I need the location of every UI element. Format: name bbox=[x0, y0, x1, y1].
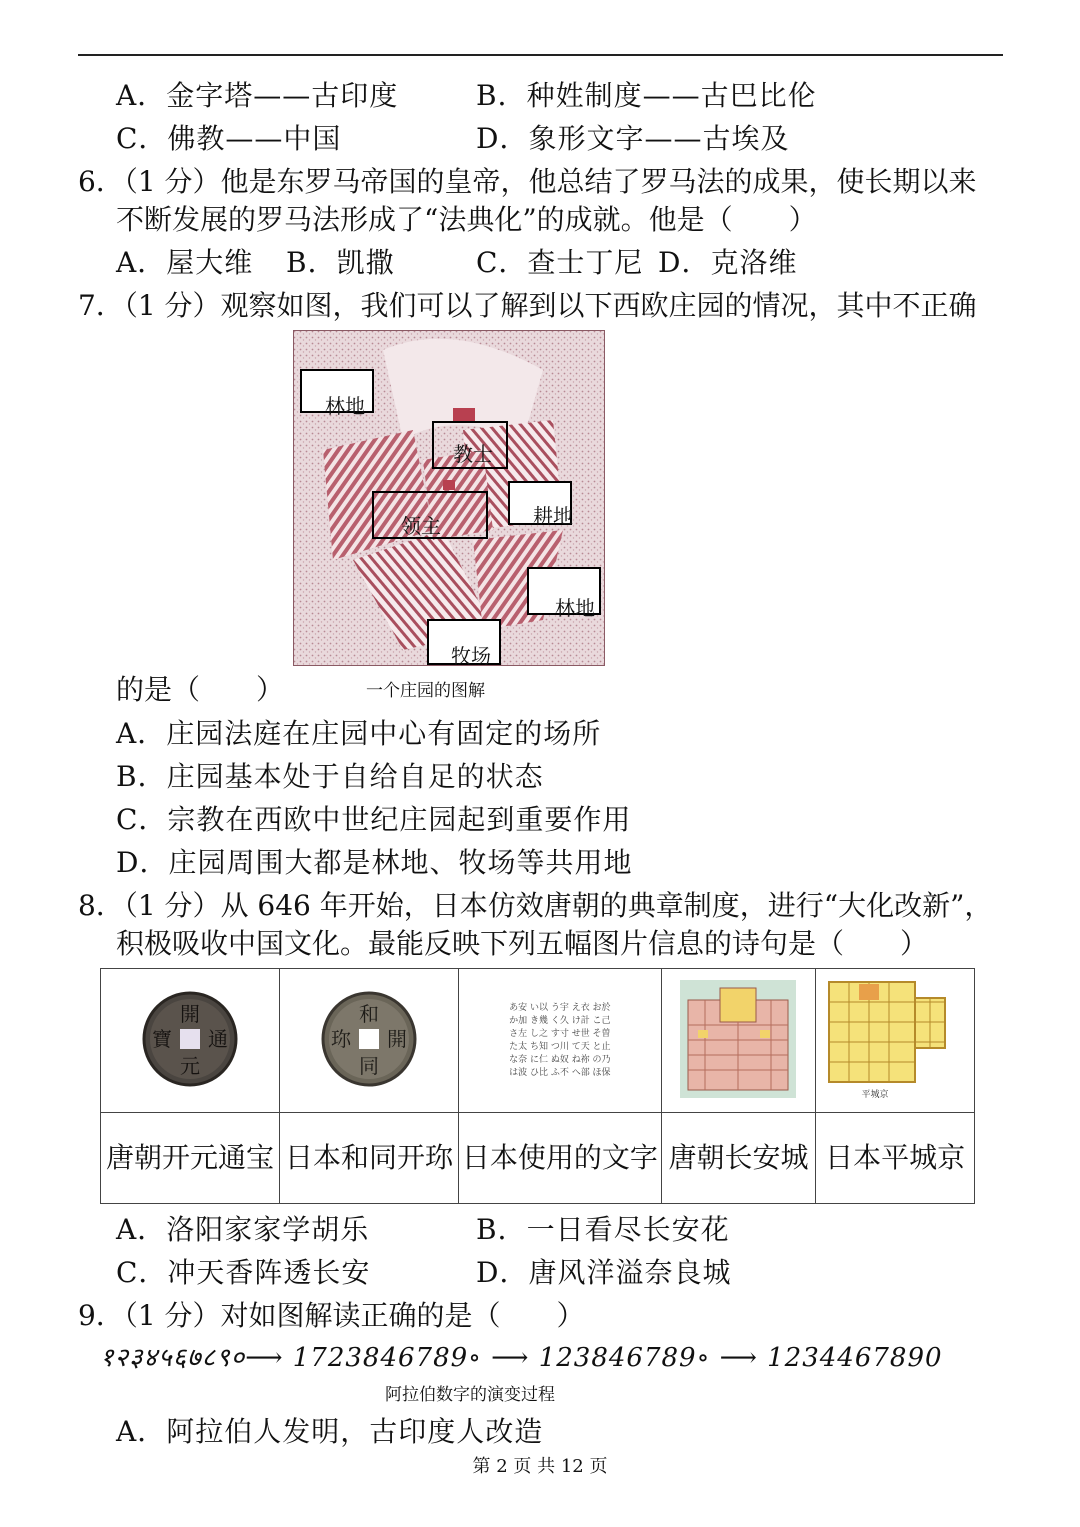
wadokaichin-char-left: 珎 bbox=[330, 1026, 351, 1051]
page-footer: 第 2 页 共 12 页 bbox=[472, 1456, 608, 1477]
kaiyuan-char-left: 寶 bbox=[151, 1026, 172, 1051]
q7-stem-line1: 7．（1 分）观察如图，我们可以了解到以下西欧庄园的情况，其中不正确 bbox=[78, 289, 977, 322]
wadokaichin-char-right: 開 bbox=[386, 1026, 407, 1051]
q8-caption-changan: 唐朝长安城 bbox=[661, 1113, 816, 1204]
kana-row: な奈 に仁 ぬ奴 ね祢 の乃 bbox=[509, 1054, 611, 1065]
q6-stem-line2: 不断发展的罗马法形成了“法典化”的成就。他是（ ） bbox=[116, 203, 817, 236]
q5-option-d: D．象形文字——古埃及 bbox=[476, 122, 790, 155]
q6-stem-line1: 6．（1 分）他是东罗马帝国的皇帝，他总结了罗马法的成果，使长期以来 bbox=[78, 165, 977, 198]
kana-row: あ安 い以 う宇 え衣 お於 bbox=[509, 1002, 611, 1013]
kana-row: は波 ひ比 ふ不 へ部 ほ保 bbox=[509, 1067, 611, 1078]
q8-caption-heijokyo: 日本平城京 bbox=[816, 1113, 975, 1204]
kana-row: さ左 し之 す寸 せ世 そ曽 bbox=[509, 1028, 611, 1039]
kaiyuan-char-right: 通 bbox=[207, 1026, 228, 1051]
kaiyuan-char-bottom: 元 bbox=[179, 1053, 200, 1078]
numeral-evolution-caption: 阿拉伯数字的演变过程 bbox=[385, 1385, 555, 1405]
q6-option-c: C．查士丁尼 bbox=[476, 246, 644, 279]
q8-option-a: A．洛阳家家学胡乐 bbox=[116, 1213, 370, 1246]
q8-caption-wadokaichin: 日本和同开珎 bbox=[279, 1113, 458, 1204]
q8-cell-changan bbox=[661, 969, 816, 1113]
q8-option-b: B．一日看尽长安花 bbox=[476, 1213, 730, 1246]
map-label-pasture: 牧场 bbox=[451, 644, 491, 668]
wadokaichin-char-bottom: 同 bbox=[358, 1053, 379, 1078]
map-label-church: 教士 bbox=[453, 442, 493, 466]
q6-option-b: B．凯撒 bbox=[286, 246, 395, 279]
q5-option-a: A．金字塔——古印度 bbox=[116, 79, 399, 112]
map-label-woodland-right: 林地 bbox=[555, 596, 595, 620]
manor-map-caption: 一个庄园的图解 bbox=[366, 681, 485, 701]
wadokaichin-coin-image bbox=[319, 989, 419, 1089]
q8-option-d: D．唐风洋溢奈良城 bbox=[476, 1256, 732, 1289]
heijokyo-city-plan-image bbox=[825, 978, 965, 1100]
q8-caption-kaiyuan: 唐朝开元通宝 bbox=[101, 1113, 280, 1204]
q8-cell-coin-wadokaichin bbox=[279, 969, 458, 1113]
q6-option-d: D．克洛维 bbox=[658, 246, 798, 279]
manor-map-figure bbox=[293, 330, 605, 666]
q9-option-a: A．阿拉伯人发明，古印度人改造 bbox=[116, 1415, 544, 1448]
q7-option-d: D．庄园周围大都是林地、牧场等共用地 bbox=[116, 846, 633, 879]
heijokyo-label: 平城京 bbox=[861, 1089, 889, 1100]
q7-option-a: A．庄园法庭在庄园中心有固定的场所 bbox=[116, 717, 602, 750]
wadokaichin-char-top: 和 bbox=[358, 1001, 379, 1026]
q8-caption-kana: 日本使用的文字 bbox=[458, 1113, 661, 1204]
changan-city-plan-image bbox=[680, 980, 796, 1098]
map-label-farmland: 耕地 bbox=[533, 504, 573, 528]
q9-stem-line1: 9．（1 分）对如图解读正确的是（ ） bbox=[78, 1299, 585, 1332]
kana-table-image bbox=[459, 1002, 661, 1080]
kana-row: た太 ち知 つ川 て天 と止 bbox=[509, 1041, 611, 1052]
q8-option-c: C．冲天香阵透长安 bbox=[116, 1256, 371, 1289]
q7-stem-line2: 的是（ ） bbox=[116, 673, 285, 706]
q8-stem-line1: 8．（1 分）从 646 年开始，日本仿效唐朝的典章制度，进行“大化改新”， bbox=[78, 889, 993, 922]
header-rule bbox=[78, 54, 1003, 56]
q7-option-b: B．庄园基本处于自给自足的状态 bbox=[116, 760, 544, 793]
q8-cell-kana bbox=[458, 969, 661, 1113]
numeral-evolution-strip: १२३४५६७८९०⟶ 1723846789∘ ⟶ 123846789∘ ⟶ 1234467890 bbox=[100, 1343, 943, 1373]
q5-option-b: B．种姓制度——古巴比伦 bbox=[476, 79, 817, 112]
q8-image-table bbox=[100, 968, 975, 1204]
kaiyuan-char-top: 開 bbox=[179, 1001, 200, 1026]
q6-option-a: A．屋大维 bbox=[116, 246, 254, 279]
map-label-woodland-top: 林地 bbox=[325, 394, 365, 418]
kana-row: か加 き幾 く久 け計 こ己 bbox=[509, 1015, 611, 1026]
q5-option-c: C．佛教——中国 bbox=[116, 122, 342, 155]
map-label-lord: 领主 bbox=[401, 514, 441, 538]
q7-option-c: C．宗教在西欧中世纪庄园起到重要作用 bbox=[116, 803, 632, 836]
kaiyuan-coin-image bbox=[140, 989, 240, 1089]
q8-cell-coin-kaiyuan bbox=[101, 969, 280, 1113]
q8-cell-heijokyo bbox=[816, 969, 975, 1113]
q8-stem-line2: 积极吸收中国文化。最能反映下列五幅图片信息的诗句是（ ） bbox=[116, 927, 929, 960]
